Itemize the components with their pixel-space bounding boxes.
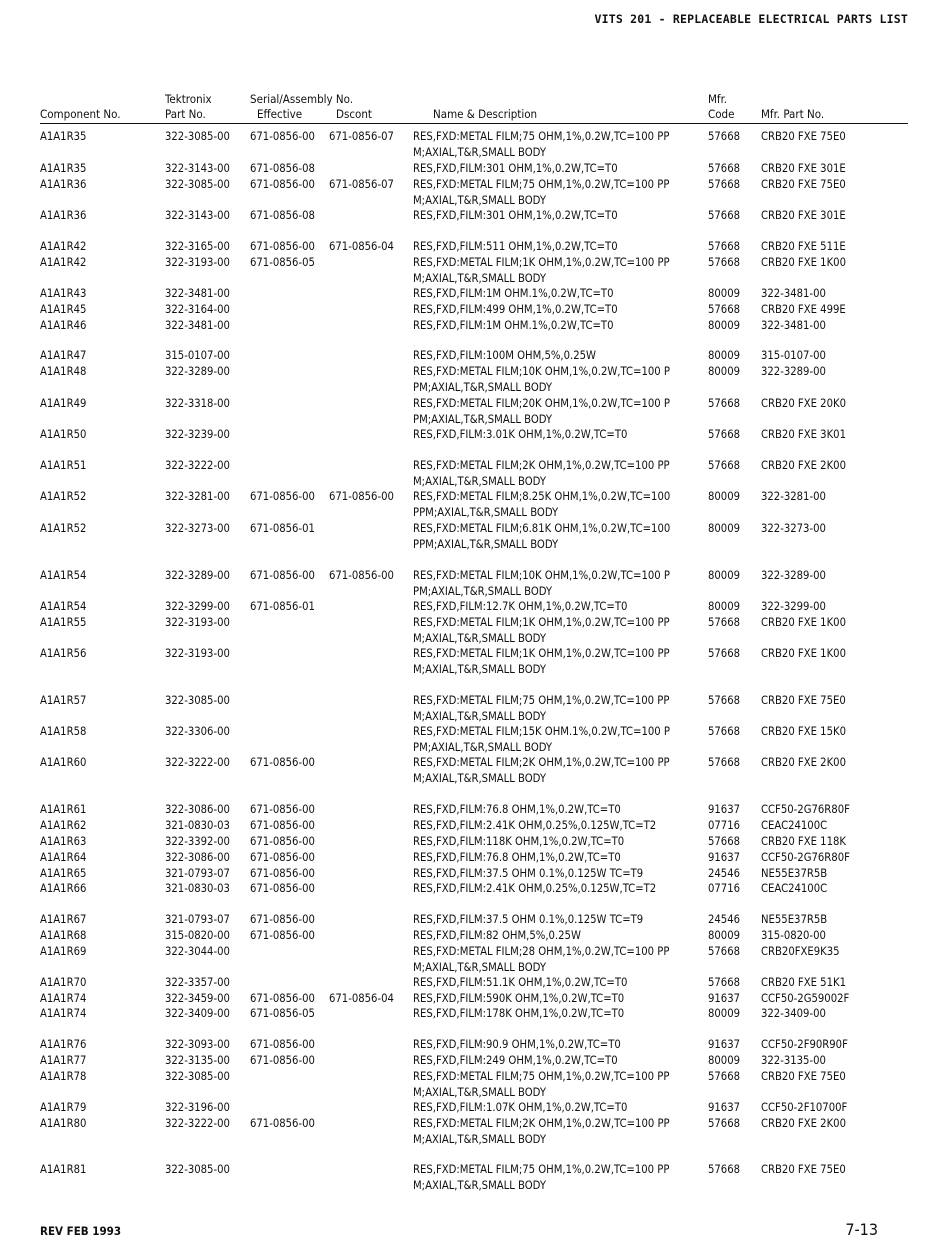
- mfr-code: 80009: [708, 287, 741, 300]
- col-effective: Effective: [257, 107, 303, 121]
- mfr-part-no: CRB20 FXE 75E0: [761, 178, 846, 191]
- mfr-part-no: 322-3289-00: [761, 365, 826, 378]
- tektronix-part-no: 322-3481-00: [165, 319, 230, 332]
- effective-serial: 671-0856-01: [250, 600, 315, 613]
- component-no: A1A1R67: [40, 913, 87, 926]
- tektronix-part-no: 322-3196-00: [165, 1101, 230, 1114]
- tektronix-part-no: 321-0830-03: [165, 819, 230, 832]
- mfr-part-no: CRB20 FXE 2K00: [761, 459, 846, 472]
- component-no: A1A1R36: [40, 178, 87, 191]
- effective-serial: 671-0856-05: [250, 256, 315, 269]
- mfr-part-no: CRB20 FXE 1K00: [761, 616, 846, 629]
- tektronix-part-no: 322-3289-00: [165, 365, 230, 378]
- mfr-code: 57668: [708, 1117, 741, 1130]
- mfr-code: 80009: [708, 490, 741, 503]
- tektronix-part-no: 322-3085-00: [165, 694, 230, 707]
- mfr-code: 80009: [708, 522, 741, 535]
- description-continuation: PPM;AXIAL,T&R,SMALL BODY: [413, 537, 559, 551]
- col-mfr-code: Code: [708, 107, 735, 121]
- component-no: A1A1R61: [40, 803, 87, 816]
- component-no: A1A1R42: [40, 240, 87, 253]
- description: RES,FXD,FILM:590K OHM,1%,0.2W,TC=T0: [413, 992, 625, 1005]
- description: RES,FXD,FILM:511 OHM,1%,0.2W,TC=T0: [413, 240, 618, 253]
- mfr-code: 57668: [708, 162, 741, 175]
- effective-serial: 671-0856-00: [250, 913, 315, 926]
- mfr-code: 57668: [708, 459, 741, 472]
- mfr-part-no: CRB20 FXE 20K0: [761, 397, 846, 410]
- description-continuation: M;AXIAL,T&R,SMALL BODY: [413, 771, 546, 785]
- tektronix-part-no: 322-3239-00: [165, 428, 230, 441]
- component-no: A1A1R45: [40, 303, 87, 316]
- mfr-code: 91637: [708, 851, 741, 864]
- tektronix-part-no: 322-3193-00: [165, 616, 230, 629]
- description-continuation: M;AXIAL,T&R,SMALL BODY: [413, 1132, 546, 1146]
- description: RES,FXD,FILM:76.8 OHM,1%,0.2W,TC=T0: [413, 851, 621, 864]
- component-no: A1A1R46: [40, 319, 87, 332]
- description: RES,FXD,FILM:499 OHM,1%,0.2W,TC=T0: [413, 303, 618, 316]
- mfr-part-no: NE55E37R5B: [761, 867, 828, 880]
- mfr-part-no: CRB20 FXE 499E: [761, 303, 846, 316]
- description-continuation: M;AXIAL,T&R,SMALL BODY: [413, 145, 546, 159]
- description: RES,FXD,FILM:51.1K OHM,1%,0.2W,TC=T0: [413, 976, 628, 989]
- mfr-part-no: CRB20 FXE 15K0: [761, 725, 846, 738]
- mfr-part-no: 322-3299-00: [761, 600, 826, 613]
- component-no: A1A1R51: [40, 459, 87, 472]
- mfr-part-no: CEAC24100C: [761, 819, 828, 832]
- component-no: A1A1R77: [40, 1054, 87, 1067]
- tektronix-part-no: 322-3222-00: [165, 459, 230, 472]
- tektronix-part-no: 321-0793-07: [165, 867, 230, 880]
- mfr-code: 91637: [708, 803, 741, 816]
- description-continuation: M;AXIAL,T&R,SMALL BODY: [413, 662, 546, 676]
- description: RES,FXD,FILM:1M OHM.1%,0.2W,TC=T0: [413, 319, 614, 332]
- effective-serial: 671-0856-00: [250, 240, 315, 253]
- mfr-code: 57668: [708, 725, 741, 738]
- mfr-code: 57668: [708, 647, 741, 660]
- component-no: A1A1R54: [40, 600, 87, 613]
- component-no: A1A1R42: [40, 256, 87, 269]
- effective-serial: 671-0856-00: [250, 569, 315, 582]
- mfr-part-no: 322-3409-00: [761, 1007, 826, 1020]
- mfr-code: 57668: [708, 835, 741, 848]
- description: RES,FXD:METAL FILM;2K OHM,1%,0.2W,TC=100 PP: [413, 1117, 670, 1130]
- description: RES,FXD,FILM:249 OHM,1%,0.2W,TC=T0: [413, 1054, 618, 1067]
- description-continuation: M;AXIAL,T&R,SMALL BODY: [413, 271, 546, 285]
- col-tektronix-part-no: Part No.: [165, 107, 206, 121]
- effective-serial: 671-0856-00: [250, 929, 315, 942]
- mfr-part-no: CRB20 FXE 2K00: [761, 1117, 846, 1130]
- tektronix-part-no: 322-3044-00: [165, 945, 230, 958]
- description: RES,FXD:METAL FILM;1K OHM,1%,0.2W,TC=100 PP: [413, 647, 670, 660]
- mfr-code: 80009: [708, 929, 741, 942]
- mfr-code: 57668: [708, 616, 741, 629]
- mfr-part-no: CRB20 FXE 1K00: [761, 647, 846, 660]
- tektronix-part-no: 315-0107-00: [165, 349, 230, 362]
- effective-serial: 671-0856-00: [250, 490, 315, 503]
- component-no: A1A1R52: [40, 490, 87, 503]
- mfr-code: 80009: [708, 365, 741, 378]
- tektronix-part-no: 322-3299-00: [165, 600, 230, 613]
- mfr-part-no: CEAC24100C: [761, 882, 828, 895]
- mfr-code: 80009: [708, 569, 741, 582]
- component-no: A1A1R69: [40, 945, 87, 958]
- description: RES,FXD,FILM:2.41K OHM,0.25%,0.125W,TC=T2: [413, 882, 657, 895]
- description: RES,FXD:METAL FILM;6.81K OHM,1%,0.2W,TC=100: [413, 522, 671, 535]
- tektronix-part-no: 322-3273-00: [165, 522, 230, 535]
- effective-serial: 671-0856-01: [250, 522, 315, 535]
- mfr-code: 57668: [708, 1070, 741, 1083]
- effective-serial: 671-0856-00: [250, 130, 315, 143]
- description-continuation: M;AXIAL,T&R,SMALL BODY: [413, 193, 546, 207]
- description: RES,FXD:METAL FILM;75 OHM,1%,0.2W,TC=100 PP: [413, 694, 670, 707]
- description: RES,FXD,FILM:37.5 OHM 0.1%,0.125W TC=T9: [413, 867, 644, 880]
- mfr-part-no: CRB20 FXE 1K00: [761, 256, 846, 269]
- component-no: A1A1R52: [40, 522, 87, 535]
- mfr-code: 57668: [708, 397, 741, 410]
- effective-serial: 671-0856-00: [250, 1038, 315, 1051]
- mfr-part-no: 322-3281-00: [761, 490, 826, 503]
- mfr-code: 57668: [708, 256, 741, 269]
- component-no: A1A1R63: [40, 835, 87, 848]
- mfr-part-no: CRB20 FXE 2K00: [761, 756, 846, 769]
- component-no: A1A1R49: [40, 397, 87, 410]
- mfr-part-no: CRB20 FXE 118K: [761, 835, 846, 848]
- description-continuation: M;AXIAL,T&R,SMALL BODY: [413, 1085, 546, 1099]
- tektronix-part-no: 322-3085-00: [165, 178, 230, 191]
- tektronix-part-no: 322-3281-00: [165, 490, 230, 503]
- description: RES,FXD,FILM:1.07K OHM,1%,0.2W,TC=T0: [413, 1101, 628, 1114]
- col-serial-assembly-no: Serial/Assembly No.: [250, 92, 354, 106]
- tektronix-part-no: 321-0830-03: [165, 882, 230, 895]
- tektronix-part-no: 315-0820-00: [165, 929, 230, 942]
- mfr-code: 07716: [708, 819, 741, 832]
- mfr-code: 80009: [708, 1007, 741, 1020]
- tektronix-part-no: 322-3289-00: [165, 569, 230, 582]
- component-no: A1A1R80: [40, 1117, 87, 1130]
- mfr-part-no: CRB20 FXE 3K01: [761, 428, 846, 441]
- mfr-part-no: CRB20 FXE 51K1: [761, 976, 846, 989]
- mfr-part-no: CCF50-2G76R80F: [761, 803, 850, 816]
- tektronix-part-no: 321-0793-07: [165, 913, 230, 926]
- mfr-code: 91637: [708, 1038, 741, 1051]
- component-no: A1A1R79: [40, 1101, 87, 1114]
- tektronix-part-no: 322-3164-00: [165, 303, 230, 316]
- mfr-code: 57668: [708, 694, 741, 707]
- mfr-part-no: CRB20 FXE 301E: [761, 162, 846, 175]
- description: RES,FXD,FILM:76.8 OHM,1%,0.2W,TC=T0: [413, 803, 621, 816]
- component-no: A1A1R62: [40, 819, 87, 832]
- component-no: A1A1R65: [40, 867, 87, 880]
- tektronix-part-no: 322-3357-00: [165, 976, 230, 989]
- mfr-part-no: CRB20 FXE 75E0: [761, 694, 846, 707]
- description: RES,FXD,FILM:2.41K OHM,0.25%,0.125W,TC=T2: [413, 819, 657, 832]
- mfr-part-no: 322-3135-00: [761, 1054, 826, 1067]
- effective-serial: 671-0856-08: [250, 209, 315, 222]
- component-no: A1A1R36: [40, 209, 87, 222]
- component-no: A1A1R66: [40, 882, 87, 895]
- tektronix-part-no: 322-3409-00: [165, 1007, 230, 1020]
- tektronix-part-no: 322-3222-00: [165, 756, 230, 769]
- tektronix-part-no: 322-3459-00: [165, 992, 230, 1005]
- component-no: A1A1R35: [40, 130, 87, 143]
- description-continuation: M;AXIAL,T&R,SMALL BODY: [413, 1178, 546, 1192]
- tektronix-part-no: 322-3318-00: [165, 397, 230, 410]
- dscont-serial: 671-0856-00: [329, 490, 394, 503]
- component-no: A1A1R47: [40, 349, 87, 362]
- description: RES,FXD:METAL FILM;28 OHM,1%,0.2W,TC=100 PP: [413, 945, 670, 958]
- component-no: A1A1R55: [40, 616, 87, 629]
- effective-serial: 671-0856-00: [250, 882, 315, 895]
- dscont-serial: 671-0856-07: [329, 178, 394, 191]
- description: RES,FXD:METAL FILM;1K OHM,1%,0.2W,TC=100 PP: [413, 616, 670, 629]
- tektronix-part-no: 322-3193-00: [165, 647, 230, 660]
- component-no: A1A1R76: [40, 1038, 87, 1051]
- description-continuation: PM;AXIAL,T&R,SMALL BODY: [413, 740, 553, 754]
- component-no: A1A1R60: [40, 756, 87, 769]
- component-no: A1A1R48: [40, 365, 87, 378]
- tektronix-part-no: 322-3193-00: [165, 256, 230, 269]
- effective-serial: 671-0856-00: [250, 851, 315, 864]
- description: RES,FXD,FILM:12.7K OHM,1%,0.2W,TC=T0: [413, 600, 628, 613]
- component-no: A1A1R43: [40, 287, 87, 300]
- component-no: A1A1R81: [40, 1163, 87, 1176]
- dscont-serial: 671-0856-00: [329, 569, 394, 582]
- component-no: A1A1R50: [40, 428, 87, 441]
- description: RES,FXD:METAL FILM;15K OHM.1%,0.2W,TC=100 P: [413, 725, 670, 738]
- effective-serial: 671-0856-00: [250, 756, 315, 769]
- dscont-serial: 671-0856-04: [329, 992, 394, 1005]
- tektronix-part-no: 322-3085-00: [165, 1163, 230, 1176]
- description-continuation: PPM;AXIAL,T&R,SMALL BODY: [413, 505, 559, 519]
- description: RES,FXD:METAL FILM;2K OHM,1%,0.2W,TC=100 PP: [413, 756, 670, 769]
- col-dscont: Dscont: [336, 107, 372, 121]
- col-mfr-line1: Mfr.: [708, 92, 728, 106]
- description: RES,FXD:METAL FILM;75 OHM,1%,0.2W,TC=100 PP: [413, 130, 670, 143]
- component-no: A1A1R35: [40, 162, 87, 175]
- component-no: A1A1R54: [40, 569, 87, 582]
- tektronix-part-no: 322-3222-00: [165, 1117, 230, 1130]
- description: RES,FXD:METAL FILM;10K OHM,1%,0.2W,TC=100 P: [413, 365, 670, 378]
- mfr-part-no: 315-0107-00: [761, 349, 826, 362]
- mfr-part-no: 315-0820-00: [761, 929, 826, 942]
- description: RES,FXD,FILM:118K OHM,1%,0.2W,TC=T0: [413, 835, 625, 848]
- mfr-part-no: CCF50-2F90R90F: [761, 1038, 848, 1051]
- mfr-code: 57668: [708, 209, 741, 222]
- mfr-part-no: CCF50-2F10700F: [761, 1101, 848, 1114]
- mfr-code: 57668: [708, 428, 741, 441]
- description-continuation: M;AXIAL,T&R,SMALL BODY: [413, 474, 546, 488]
- mfr-code: 57668: [708, 130, 741, 143]
- description: RES,FXD,FILM:1M OHM.1%,0.2W,TC=T0: [413, 287, 614, 300]
- mfr-code: 24546: [708, 913, 741, 926]
- effective-serial: 671-0856-00: [250, 1054, 315, 1067]
- description: RES,FXD:METAL FILM;10K OHM,1%,0.2W,TC=100 P: [413, 569, 670, 582]
- dscont-serial: 671-0856-07: [329, 130, 394, 143]
- mfr-code: 24546: [708, 867, 741, 880]
- mfr-part-no: 322-3481-00: [761, 319, 826, 332]
- tektronix-part-no: 322-3143-00: [165, 209, 230, 222]
- col-tektronix-line1: Tektronix: [165, 92, 212, 106]
- effective-serial: 671-0856-00: [250, 992, 315, 1005]
- mfr-part-no: 322-3273-00: [761, 522, 826, 535]
- col-component-no: Component No.: [40, 107, 121, 121]
- mfr-code: 57668: [708, 240, 741, 253]
- effective-serial: 671-0856-08: [250, 162, 315, 175]
- mfr-code: 57668: [708, 178, 741, 191]
- tektronix-part-no: 322-3135-00: [165, 1054, 230, 1067]
- mfr-code: 57668: [708, 303, 741, 316]
- description: RES,FXD,FILM:100M OHM,5%,0.25W: [413, 349, 596, 362]
- tektronix-part-no: 322-3481-00: [165, 287, 230, 300]
- description: RES,FXD:METAL FILM;1K OHM,1%,0.2W,TC=100 PP: [413, 256, 670, 269]
- page-header-title: VITS 201 - REPLACEABLE ELECTRICAL PARTS LIST: [594, 12, 908, 26]
- dscont-serial: 671-0856-04: [329, 240, 394, 253]
- mfr-code: 80009: [708, 349, 741, 362]
- effective-serial: 671-0856-00: [250, 178, 315, 191]
- mfr-part-no: 322-3289-00: [761, 569, 826, 582]
- component-no: A1A1R58: [40, 725, 87, 738]
- description: RES,FXD:METAL FILM;20K OHM,1%,0.2W,TC=100 P: [413, 397, 670, 410]
- mfr-code: 07716: [708, 882, 741, 895]
- mfr-part-no: CRB20 FXE 301E: [761, 209, 846, 222]
- mfr-part-no: CRB20 FXE 75E0: [761, 1070, 846, 1083]
- mfr-code: 57668: [708, 945, 741, 958]
- tektronix-part-no: 322-3392-00: [165, 835, 230, 848]
- effective-serial: 671-0856-05: [250, 1007, 315, 1020]
- tektronix-part-no: 322-3143-00: [165, 162, 230, 175]
- mfr-part-no: CCF50-2G59002F: [761, 992, 850, 1005]
- component-no: A1A1R70: [40, 976, 87, 989]
- effective-serial: 671-0856-00: [250, 1117, 315, 1130]
- description-continuation: M;AXIAL,T&R,SMALL BODY: [413, 709, 546, 723]
- effective-serial: 671-0856-00: [250, 835, 315, 848]
- component-no: A1A1R57: [40, 694, 87, 707]
- description-continuation: PM;AXIAL,T&R,SMALL BODY: [413, 412, 553, 426]
- tektronix-part-no: 322-3086-00: [165, 851, 230, 864]
- mfr-code: 57668: [708, 1163, 741, 1176]
- mfr-code: 57668: [708, 976, 741, 989]
- description: RES,FXD:METAL FILM;75 OHM,1%,0.2W,TC=100 PP: [413, 1163, 670, 1176]
- component-no: A1A1R56: [40, 647, 87, 660]
- mfr-part-no: CRB20 FXE 75E0: [761, 130, 846, 143]
- mfr-part-no: 322-3481-00: [761, 287, 826, 300]
- tektronix-part-no: 322-3093-00: [165, 1038, 230, 1051]
- description: RES,FXD,FILM:178K OHM,1%,0.2W,TC=T0: [413, 1007, 625, 1020]
- effective-serial: 671-0856-00: [250, 867, 315, 880]
- mfr-part-no: CCF50-2G76R80F: [761, 851, 850, 864]
- effective-serial: 671-0856-00: [250, 803, 315, 816]
- mfr-code: 80009: [708, 1054, 741, 1067]
- tektronix-part-no: 322-3165-00: [165, 240, 230, 253]
- description: RES,FXD,FILM:37.5 OHM 0.1%,0.125W TC=T9: [413, 913, 644, 926]
- component-no: A1A1R78: [40, 1070, 87, 1083]
- component-no: A1A1R68: [40, 929, 87, 942]
- tektronix-part-no: 322-3306-00: [165, 725, 230, 738]
- mfr-code: 91637: [708, 992, 741, 1005]
- tektronix-part-no: 322-3085-00: [165, 1070, 230, 1083]
- description: RES,FXD:METAL FILM;75 OHM,1%,0.2W,TC=100 PP: [413, 178, 670, 191]
- description: RES,FXD:METAL FILM;8.25K OHM,1%,0.2W,TC=100: [413, 490, 671, 503]
- mfr-code: 91637: [708, 1101, 741, 1114]
- mfr-code: 80009: [708, 319, 741, 332]
- description: RES,FXD:METAL FILM;2K OHM,1%,0.2W,TC=100 PP: [413, 459, 670, 472]
- footer-revision: REV FEB 1993: [40, 1224, 122, 1238]
- tektronix-part-no: 322-3085-00: [165, 130, 230, 143]
- effective-serial: 671-0856-00: [250, 819, 315, 832]
- component-no: A1A1R74: [40, 992, 87, 1005]
- tektronix-part-no: 322-3086-00: [165, 803, 230, 816]
- mfr-code: 57668: [708, 756, 741, 769]
- mfr-part-no: CRB20 FXE 511E: [761, 240, 846, 253]
- description-continuation: PM;AXIAL,T&R,SMALL BODY: [413, 584, 553, 598]
- mfr-part-no: CRB20 FXE 75E0: [761, 1163, 846, 1176]
- description: RES,FXD,FILM:3.01K OHM,1%,0.2W,TC=T0: [413, 428, 628, 441]
- description: RES,FXD,FILM:90.9 OHM,1%,0.2W,TC=T0: [413, 1038, 621, 1051]
- description-continuation: M;AXIAL,T&R,SMALL BODY: [413, 960, 546, 974]
- component-no: A1A1R74: [40, 1007, 87, 1020]
- description: RES,FXD,FILM:82 OHM,5%,0.25W: [413, 929, 581, 942]
- col-mfr-part-no: Mfr. Part No.: [761, 107, 825, 121]
- col-name-description: Name & Description: [433, 107, 538, 121]
- description: RES,FXD,FILM:301 OHM,1%,0.2W,TC=T0: [413, 162, 618, 175]
- footer-page-number: 7-13: [845, 1220, 878, 1239]
- description-continuation: M;AXIAL,T&R,SMALL BODY: [413, 631, 546, 645]
- mfr-part-no: CRB20FXE9K35: [761, 945, 840, 958]
- mfr-code: 80009: [708, 600, 741, 613]
- mfr-part-no: NE55E37R5B: [761, 913, 828, 926]
- description-continuation: PM;AXIAL,T&R,SMALL BODY: [413, 380, 553, 394]
- component-no: A1A1R64: [40, 851, 87, 864]
- description: RES,FXD,FILM:301 OHM,1%,0.2W,TC=T0: [413, 209, 618, 222]
- description: RES,FXD:METAL FILM;75 OHM,1%,0.2W,TC=100 PP: [413, 1070, 670, 1083]
